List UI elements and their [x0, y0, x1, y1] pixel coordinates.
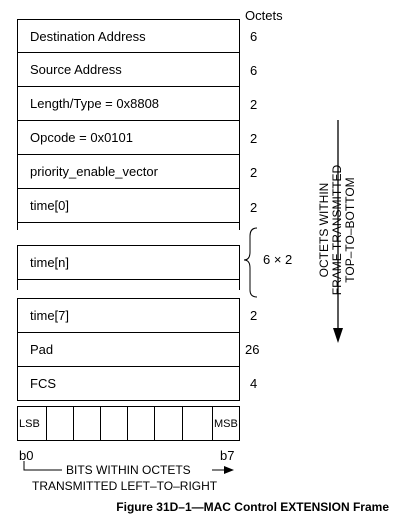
msb-label: MSB — [214, 418, 238, 430]
bits-note-line2: TRANSMITTED LEFT–TO–RIGHT — [32, 479, 218, 493]
figure-caption: Figure 31D–1—MAC Control EXTENSION Frame — [116, 500, 389, 514]
vertical-note-line1: OCTETS WITHIN — [317, 182, 331, 278]
octets-source-address: 6 — [250, 63, 258, 78]
vertical-arrow-head-icon — [333, 328, 343, 343]
field-label: Destination Address — [30, 28, 146, 44]
field-label: Length/Type = 0x8808 — [30, 96, 160, 111]
vertical-note-line2: FRAME TRANSMITTED — [330, 164, 344, 296]
octets-pad: 26 — [245, 342, 260, 357]
field-label: Opcode = 0x0101 — [30, 130, 133, 145]
brace-label: 6 × 2 — [263, 252, 293, 267]
bits-note-line1: BITS WITHIN OCTETS — [66, 463, 191, 477]
octets-length-type: 2 — [250, 97, 258, 112]
field-label: Source Address — [30, 62, 122, 77]
bits-arrow-left-segment — [24, 461, 62, 470]
lsb-label: LSB — [19, 418, 40, 430]
octets-opcode: 2 — [250, 131, 258, 146]
field-label: priority_enable_vector — [30, 164, 158, 179]
octets-time-0: 2 — [250, 200, 258, 215]
vertical-note-line3: TOP–TO–BOTTOM — [343, 177, 357, 283]
field-label: Pad — [30, 342, 54, 357]
field-label: time[0] — [30, 198, 70, 213]
octets-time-7: 2 — [250, 308, 258, 323]
octets-fcs: 4 — [250, 376, 258, 391]
b7-label: b7 — [220, 448, 235, 463]
bits-arrow-head-icon — [224, 466, 234, 474]
octets-priority-enable-vector: 2 — [250, 165, 258, 180]
octets-destination-address: 6 — [250, 29, 258, 44]
field-label: FCS — [30, 376, 56, 391]
field-label: time[7] — [30, 308, 70, 323]
field-label: time[n] — [30, 255, 70, 270]
brace-icon — [244, 228, 257, 297]
octets-header: Octets — [245, 8, 283, 23]
b0-label: b0 — [19, 448, 34, 463]
